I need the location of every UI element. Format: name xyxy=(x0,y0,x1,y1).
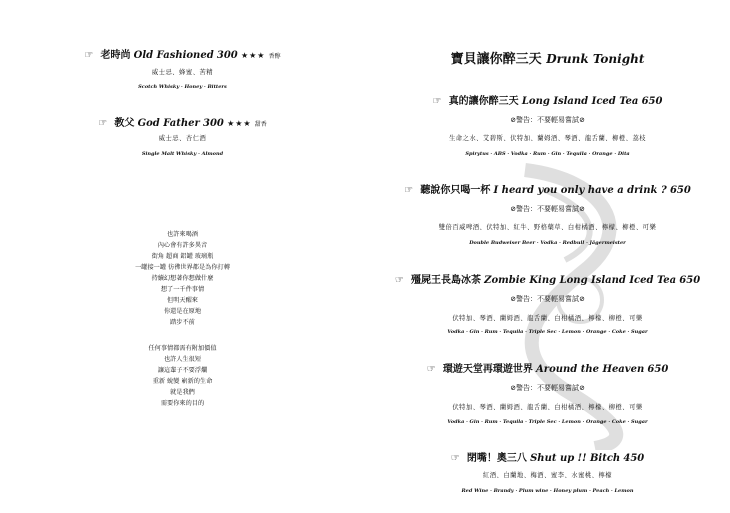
warning-text: ⊘警告：不要輕易嘗試⊘ xyxy=(510,205,585,213)
ingredients-en: Single Malt Whisky · Almond xyxy=(141,151,224,157)
poem-line: 就是我們 xyxy=(170,389,195,396)
poem-block-1 xyxy=(0,229,365,328)
item-name-cn: 殭屍王長島冰茶 xyxy=(410,275,481,286)
poem-line: 也許來喝酒 xyxy=(167,231,198,238)
item-name-en: Shut up !! Bitch xyxy=(530,453,621,464)
item-name-en: Long Island Iced Tea xyxy=(521,96,639,107)
item-price: 300 xyxy=(203,118,224,129)
ingredients-cn: 威士忌、杏仁酒 xyxy=(158,135,207,142)
item-name-cn: 環遊天堂再環遊世界 xyxy=(442,364,533,375)
right-page xyxy=(365,0,730,513)
ingredients-cn: 生命之水、艾碧斯、伏特加、蘭姆酒、琴酒、龍舌蘭、柳橙、荔枝 xyxy=(448,135,647,142)
rating-stars: ★★★ xyxy=(240,51,266,60)
ingredients-en: Double Budweiser Beer · Vodka · Redbull · Jägermeister xyxy=(469,240,626,246)
warning-text: ⊘警告：不要輕易嘗試⊘ xyxy=(510,384,585,392)
menu-item-only-one-drink xyxy=(365,181,730,196)
section-title-en: Drunk Tonight xyxy=(546,52,645,66)
ingredients-en: Vodka · Gin · Rum · Tequila · Triple Sec · Lemon · Orange · Coke · Sugar xyxy=(447,419,648,425)
item-name-en: Old Fashioned xyxy=(133,50,214,61)
menu-item-zombie-king xyxy=(365,271,730,286)
item-price: 650 xyxy=(641,96,663,107)
poem-line: 需要你來的目的 xyxy=(160,400,205,407)
item-name-en: Around the Heaven xyxy=(536,364,645,375)
item-price: 300 xyxy=(216,50,238,61)
poem-line: 一罐接一罐 彷彿世界都是為你打轉 xyxy=(135,264,230,271)
pointing-hand-icon: ☞ xyxy=(426,364,436,375)
item-name-en: Zombie King Long Island Iced Tea xyxy=(484,275,677,286)
poem-block-2 xyxy=(0,343,365,409)
poem-line: 你還是在原地 xyxy=(163,308,202,315)
pointing-hand-icon: ☞ xyxy=(404,185,414,196)
poem-line: 讓這輩子不要浮爛 xyxy=(157,367,208,374)
item-name-cn: 真的讓你醉三天 xyxy=(448,96,519,107)
ingredients-en: Vodka · Gin · Rum · Tequila · Triple Sec · Lemon · Orange · Coke · Sugar xyxy=(447,329,648,335)
pointing-hand-icon: ☞ xyxy=(394,275,404,286)
ingredients-cn: 紅酒、白蘭地、梅酒、蜜李、水蜜桃、檸檬 xyxy=(482,472,613,479)
item-price: 650 xyxy=(669,185,691,196)
poem-line: 踏步不前 xyxy=(170,319,195,326)
item-name-cn: 教父 xyxy=(114,118,135,129)
poem-line: 內心會有許多異音 xyxy=(157,242,208,249)
menu-item-shut-up-bitch xyxy=(365,449,730,464)
item-price: 650 xyxy=(647,364,669,375)
taste-note: 香醇 xyxy=(268,53,281,60)
ingredients-en: Spirytus · ABS · Vodka · Rum · Gin · Tequila · Orange · Dita xyxy=(465,151,630,157)
poem-line: 持續幻想著你想做什麼 xyxy=(151,275,214,282)
item-price: 450 xyxy=(623,453,645,464)
poem-line: 重新 蛻變 嶄新的生命 xyxy=(152,378,213,385)
taste-note: 甜香 xyxy=(254,121,267,128)
item-name-cn: 閉嘴！奧三八 xyxy=(466,453,527,464)
poem-line: 想了一千件事情 xyxy=(160,286,205,293)
menu-item-old-fashioned xyxy=(0,46,365,61)
item-name-cn: 老時尚 xyxy=(100,50,131,61)
pointing-hand-icon: ☞ xyxy=(84,50,94,61)
warning-text: ⊘警告：不要輕易嘗試⊘ xyxy=(510,116,585,124)
menu-item-god-father xyxy=(0,114,365,129)
warning-text: ⊘警告：不要輕易嘗試⊘ xyxy=(510,295,585,303)
poem-line: 街角 超商 鋁罐 玻璃瓶 xyxy=(151,253,214,260)
ingredients-cn: 伏特加、琴酒、蘭姆酒、龍舌蘭、白柑橘酒、檸檬、柳橙、可樂 xyxy=(452,315,643,322)
poem-line: 任何事情都需有附加價值 xyxy=(148,345,217,352)
item-name-en: I heard you only have a drink ? xyxy=(493,185,667,196)
poem-line: 也許人生很短 xyxy=(163,356,202,363)
menu-item-around-the-heaven xyxy=(365,360,730,375)
section-title-cn: 寶貝讓你醉三天 xyxy=(450,52,542,67)
menu-item-long-island xyxy=(365,92,730,107)
menu-section-title xyxy=(365,48,730,67)
pointing-hand-icon: ☞ xyxy=(432,96,442,107)
ingredients-en: Red Wine · Brandy · Plum wine · Honey plum · Peach · Lemon xyxy=(461,488,634,494)
ingredients-cn: 雙倍百威啤酒、伏特加、紅牛、野格藥草、白柑橘酒、檸檬、柳橙、可樂 xyxy=(438,224,657,231)
item-price: 650 xyxy=(679,275,701,286)
ingredients-en: Scotch Whisky · Honey · Bitters xyxy=(138,84,227,90)
item-name-cn: 聽說你只喝一杯 xyxy=(420,185,491,196)
ingredients-cn: 伏特加、琴酒、蘭姆酒、龍舌蘭、白柑橘酒、檸檬、柳橙、可樂 xyxy=(452,404,643,411)
item-name-en: God Father xyxy=(137,118,200,129)
pointing-hand-icon: ☞ xyxy=(450,453,460,464)
poem-line: 但明天醒來 xyxy=(167,297,198,304)
pointing-hand-icon: ☞ xyxy=(98,118,108,129)
ingredients-cn: 威士忌、蜂蜜、苦精 xyxy=(151,69,214,76)
rating-stars: ★★★ xyxy=(227,119,252,128)
